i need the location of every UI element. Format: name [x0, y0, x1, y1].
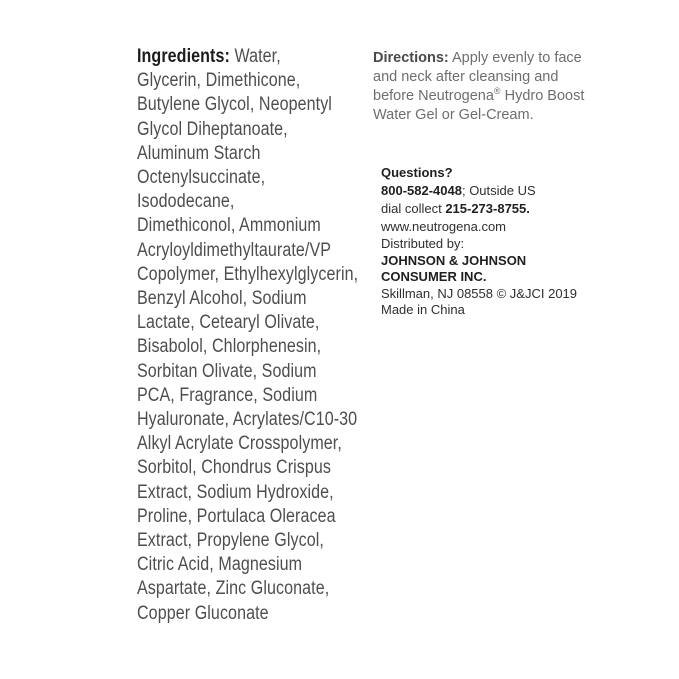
directions-section — [373, 49, 584, 125]
ingredients-line: Aspartate, Zinc Gluconate, — [137, 578, 330, 600]
ingredients-line: Sorbitol, Chondrus Crispus — [137, 457, 332, 479]
ingredients-line: Benzyl Alcohol, Sodium — [137, 288, 307, 310]
website-url: www.neutrogena.com — [381, 219, 507, 234]
directions-line-text: Hydro Boost — [500, 88, 585, 104]
us-phone-number: 800-582-4048 — [381, 183, 462, 198]
questions-line-text: dial collect — [381, 201, 446, 216]
ingredients-line: Lactate, Cetearyl Olivate, — [137, 312, 320, 334]
ingredients-line: Glycol Diheptanoate, — [137, 118, 288, 140]
ingredients-line: Butylene Glycol, Neopentyl — [137, 94, 332, 116]
questions-phone-line — [381, 182, 536, 200]
registered-trademark-symbol: ® — [493, 86, 501, 97]
ingredients-line: Glycerin, Dimethicone, — [137, 70, 301, 92]
directions-line-text: Apply evenly to face — [448, 50, 582, 66]
ingredients-line: Hyaluronate, Acrylates/C10-30 — [137, 409, 358, 431]
distributor-intro: Distributed by: — [381, 236, 465, 251]
questions-heading: Questions? — [381, 165, 453, 180]
distributor-company-line1: JOHNSON & JOHNSON — [381, 252, 527, 268]
ingredients-section — [137, 45, 358, 626]
ingredients-line: Alkyl Acrylate Crosspolymer, — [137, 433, 342, 455]
distributor-address: Skillman, NJ 08558 © J&JCI 2019 — [381, 285, 578, 301]
ingredients-line: Proline, Portulaca Oleracea — [137, 505, 336, 527]
ingredients-line: Bisabolol, Chlorphenesin, — [137, 336, 322, 358]
collect-phone-number: 215-273-8755. — [445, 201, 530, 216]
distributor-section — [381, 236, 577, 319]
ingredients-line: Isododecane, — [137, 191, 235, 213]
ingredients-line: Copolymer, Ethylhexylglycerin, — [137, 263, 359, 285]
ingredients-heading: Ingredients: — [137, 46, 230, 67]
ingredients-line: Extract, Sodium Hydroxide, — [137, 481, 334, 503]
questions-collect-line — [381, 200, 536, 218]
ingredients-line: PCA, Fragrance, Sodium — [137, 384, 318, 406]
ingredients-line: Aluminum Starch — [137, 142, 261, 164]
ingredients-line: Acryloyldimethyltaurate/VP — [137, 239, 332, 261]
distributor-company-line2: CONSUMER INC. — [381, 269, 487, 284]
ingredients-line: Sorbitan Olivate, Sodium — [137, 360, 317, 382]
ingredients-line: Octenylsuccinate, — [137, 167, 266, 189]
ingredients-line: Citric Acid, Magnesium — [137, 554, 303, 576]
ingredients-line: Dimethiconol, Ammonium — [137, 215, 321, 237]
questions-line-text: ; Outside US — [461, 183, 536, 198]
directions-line — [373, 87, 584, 106]
directions-line — [373, 49, 584, 68]
ingredients-line — [137, 45, 358, 69]
directions-heading: Directions: — [373, 50, 449, 66]
ingredients-line: Extract, Propylene Glycol, — [137, 530, 324, 552]
ingredients-line-text: Water, — [229, 46, 281, 67]
ingredients-line: Copper Gluconate — [137, 602, 269, 624]
directions-line: Water Gel or Gel-Cream. — [373, 107, 534, 123]
directions-line-text: before Neutrogena — [373, 88, 494, 104]
questions-section — [381, 164, 536, 236]
directions-line: and neck after cleansing and — [373, 69, 559, 85]
made-in-line: Made in China — [381, 302, 465, 317]
